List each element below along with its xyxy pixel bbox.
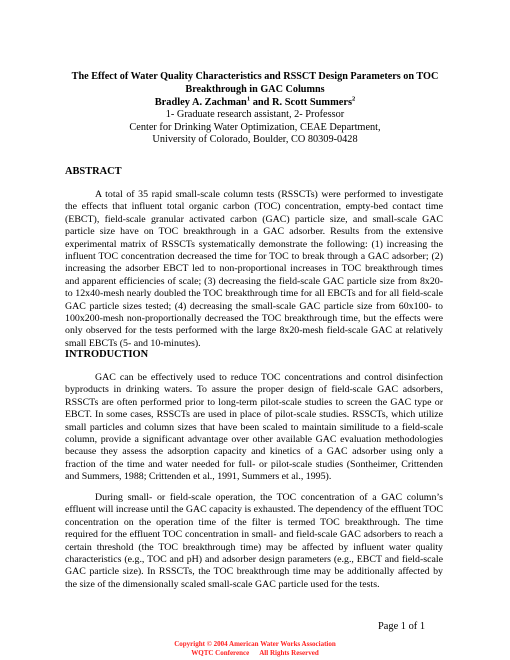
footer-copyright: Copyright © 2004 American Water Works Association bbox=[174, 640, 336, 648]
abstract-heading: ABSTRACT bbox=[65, 166, 122, 177]
page-number: Page 1 of 1 bbox=[378, 621, 426, 632]
affiliation: Center for Drinking Water Optimization, CEAE Department, bbox=[129, 121, 381, 133]
address: University of Colorado, Boulder, CO 80309-0428 bbox=[152, 134, 358, 146]
author-1: Bradley A. Zachman bbox=[154, 97, 247, 108]
author-2-superscript: 2 bbox=[352, 95, 356, 103]
author-2: R. Scott Summers bbox=[272, 97, 352, 108]
footer-rights: All Rights Reserved bbox=[259, 649, 319, 657]
copyright-footer bbox=[130, 640, 380, 658]
paper-title: The Effect of Water Quality Characteristics and RSSCT Design Parameters on TOC Breakthrough in GAC Columns bbox=[71, 71, 439, 95]
author-line bbox=[40, 96, 470, 109]
footer-conference: WQTC Conference bbox=[191, 649, 250, 657]
introduction-paragraph-1: GAC can be effectively used to reduce TOC concentrations and control disinfection byproducts in drinking waters. To assure the proper design of field-scale GAC adsorbers, RSSCTs are often performed prior to long-term pilot-scale studies to screen the GAC type or EBCT. In some cases, RSSCTs are used in place of pilot-scale studies. RSSCTs, which utilize small particles and column sizes that have been scaled to maintain similitude to a field-scale column, provide a significant advantage over other available GAC evaluation methodologies because they assess the adsorption capacity and kinetics of a GAC adsorber using only a fraction of the time and water needed for full- or pilot-scale studies (Sontheimer, Crittenden and Summers, 1988; Crittenden et al., 1991, Summers et al., 1995). bbox=[65, 372, 443, 483]
title-block bbox=[40, 70, 470, 147]
author-roles: 1- Graduate research assistant, 2- Professor bbox=[165, 109, 345, 120]
abstract-paragraph: A total of 35 rapid small-scale column tests (RSSCTs) were performed to investigate the effects that influent total organic carbon (TOC) concentration, empty-bed contact time (EBCT), field-scale granular activated carbon (GAC) particle size, and small-scale GAC particle size have on TOC breakthrough in a GAC adsorber. Results from the extensive experimental matrix of RSSCTs systematically demonstrate the following: (1) increasing the influent TOC concentration decreased the time for TOC to break through a GAC adsorber; (2) increasing the adsorber EBCT led to non-proportional increases in TOC breakthrough times and apparent efficiencies of scale; (3) decreasing the field-scale GAC particle size from 8x20- to 12x40-mesh nearly doubled the TOC breakthrough time for all EBCTs and for all field-scale GAC particle sizes tested; (4) decreasing the small-scale GAC particle size from 60x100- to 100x200-mesh non-proportionally decreased the TOC breakthrough time, but the effects were only observed for the tests performed with the large 8x20-mesh field-scale GAC at relatively small EBCTs (5- and 10-minutes). bbox=[65, 189, 443, 349]
author-conjunction: and bbox=[250, 97, 273, 108]
introduction-paragraph-2: During small- or field-scale operation, the TOC concentration of a GAC column’s effluent will increase until the GAC capacity is exhausted. The dependency of the effluent TOC concentration on the operation time of the filter is termed TOC breakthrough. The time required for the effluent TOC concentration in small- and field-scale GAC adsorbers to reach a certain threshold (the TOC breakthrough time) may be affected by influent water quality characteristics (e.g., TOC and pH) and adsorber design parameters (e.g., EBCT and field-scale GAC particle size). In RSSCTs, the TOC breakthrough time may be additionally affected by the size of the dimensionally scaled small-scale GAC particle used for the tests. bbox=[65, 492, 443, 590]
footer-line-2 bbox=[130, 649, 380, 658]
introduction-heading: INTRODUCTION bbox=[65, 349, 149, 360]
author-1-superscript: 1 bbox=[246, 95, 251, 103]
